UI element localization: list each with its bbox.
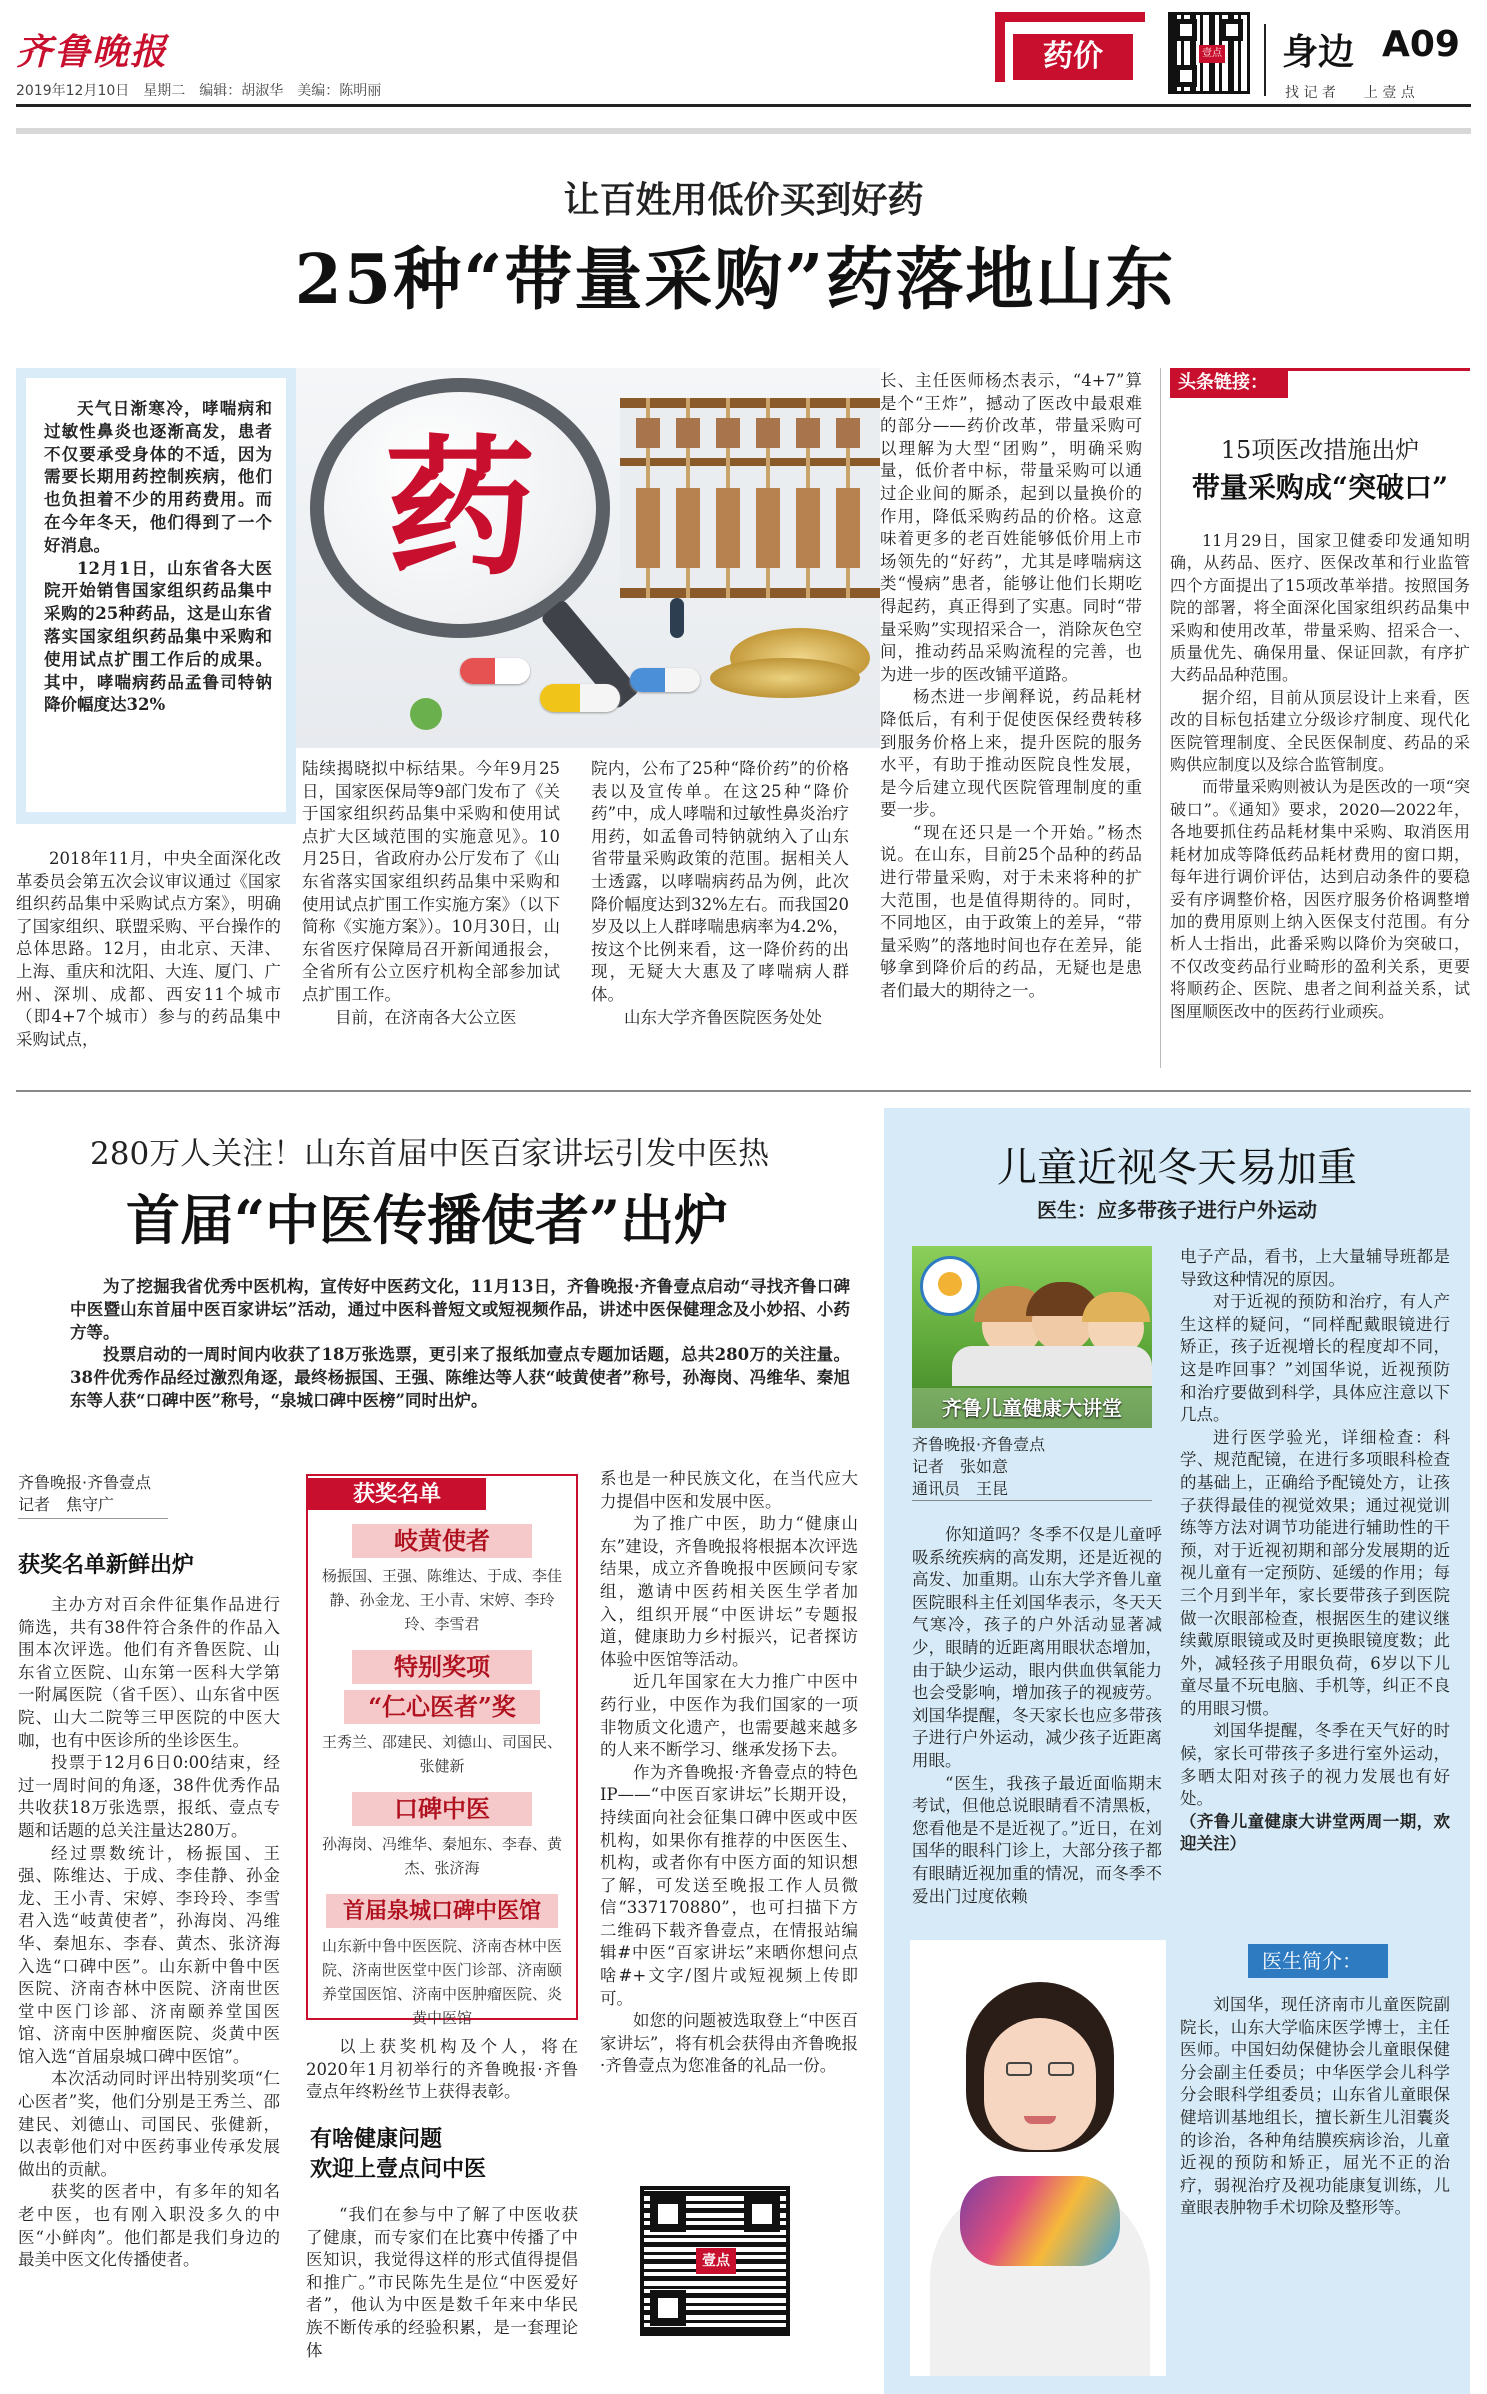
page-number: A09	[1382, 24, 1460, 65]
sidebar-paragraph: 11月29日，国家卫健委印发通知明确，从药品、医疗、医保改革和行业监管四个方面提出了15项改革举措。按照国务院的部署，将全面深化国家组织药品集中采购和使用改革，带量采购、招采合一、质量优先、确保用量、保证回款，有序扩大药品品种范围。	[1170, 531, 1470, 685]
article3-byline: 齐鲁晚报·齐鲁壹点 记者 张如意 通讯员 王昆	[912, 1434, 1152, 1501]
article1-col2: 陆续揭晓拟中标结果。今年9月25日，国家医保局等9部门发布了《关于国家组织药品集中采购和使用试点扩大区域范围的实施意见》。10月25日，省政府办公厅发布了《山东省落实国家组织药品集中采购和使用试点扩围工作实施方案》（以下简称《实施方案》）。10月30日，山东省医疗保障局召开新闻通报会，全省所有公立医疗机构全部参加试点扩围工作。 目前，在济南各大公立医	[302, 759, 560, 1027]
award-names: 山东新中鲁中医医院、济南杏林中医院、济南世医堂中医门诊部、济南颐养堂国医馆、济南中医肿瘤医院、炎黄中医馆	[322, 1937, 563, 2027]
article2-subhead: 获奖名单新鲜出炉	[18, 1552, 195, 1578]
award-category: “仁心医者”奖	[344, 1690, 540, 1724]
photo-caption: 齐鲁儿童健康大讲堂	[912, 1388, 1152, 1428]
award-title: 获奖名单	[308, 1478, 486, 1510]
article3-endnote: （齐鲁儿童健康大讲堂两周一期，欢迎关注）	[1180, 1811, 1450, 1854]
article1-col4: 长、主任医师杨杰表示，“4+7”算是个“王炸”，撼动了医改中最艰难的部分——药价改革，带量采购可以理解为大型“团购”，明确采购量，低价者中标，带量采购可以通过企业间的厮杀，起到以量换价的作用，降低采购药品的价格。这意味着更多的老百姓能够低价用上市场领先的“好药”，尤其是哮喘病这类“慢病”患者，能够让他们长期吃得起药，真正得到了实惠。同时“带量采购”实现招采合一，消除灰色空间，推动药品采购流程的完善，也为进一步的医改铺平道路。 杨杰进一步阐释说，药品耗材降低后，有利于促使医保经费转移到服务价格上来，提升医院的服务水平，有助于推动医院良性发展，是今后建立现代医院管理制度的重要一步。 “现在还只是一个开始。”杨杰说。在山东，目前25个品种的药品进行带量采购，对于未来将种的扩大范围，也是值得期待的。同时，不同地区，由于政策上的差异，“带量采购”的落地时间也存在差异，能够拿到降价后的药品，无疑也是患者们最大的期待之一。	[880, 371, 1142, 1001]
article1-col1: 2018年11月，中央全面深化改革委员会第五次会议审议通过《国家组织药品集中采购试点方案》，明确了国家组织、联盟采购、平台操作的总体思路。12月，由北京、天津、上海、重庆和沈阳、大连、厦门、广州、深圳、成都、西安11个城市（即4+7个城市）参与的药品集中采购试点，	[16, 849, 281, 1049]
sidebar-title2: 带量采购成“突破口”	[1191, 471, 1449, 504]
award-names: 杨振国、王强、陈维达、于成、李佳静、孙金龙、王小青、宋婷、李玲玲、李雪君	[322, 1567, 563, 1633]
article2-col2b: “我们在参与中了解了中医收获了健康，而专家们在比赛中传播了中医知识，我觉得这样的形式值得提倡和推广。”市民陈先生是位“中医爱好者”，他认为中医是数千年来中华民族不断传承的经验积累，是一套理论体	[306, 2205, 578, 2360]
article1-col3: 院内，公布了25种“降价药”的价格表以及宣传单。在这25种“降价药”中，成人哮喘和过敏性鼻炎治疗用药，如孟鲁司特钠就纳入了山东省带量采购政策的范围。据相关人士透露，以哮喘病药品为例，此次降价幅度达到32%左右。而我国20岁及以上人群哮喘患病率为4.2%，按这个比例来看，这一降价药的出现，无疑大大惠及了哮喘病人群体。 山东大学齐鲁医院医务处处	[591, 759, 849, 1027]
article2-headline: 首届“中医传播使者”出炉	[126, 1188, 729, 1252]
award-box	[306, 1474, 578, 2027]
sidebar-title1: 15项医改措施出炉	[1220, 436, 1420, 464]
article3-profile: 刘国华，现任济南市儿童医院副院长，山东大学临床医学博士，主任医师。中国妇幼保健协会儿童眼保健分会副主任委员；中华医学会儿科学分会眼科学组委员；山东省儿童眼保健培训基地组长，擅长新生儿泪囊炎的诊治，各种角结膜疾病诊治，儿童近视的预防和矫正，屈光不正的治疗，弱视治疗及视功能康复训练，儿童眼表肿物手术切除及整形等。	[1180, 1995, 1450, 2218]
article3-col1: 你知道吗？冬季不仅是儿童呼吸系统疾病的高发期，还是近视的高发、加重期。山东大学齐鲁儿童医院眼科主任刘国华表示，冬天天气寒冷，孩子的户外活动显著减少，眼睛的近距离用眼状态增加，由于缺少运动，眼内供血供氧能力也会受影响，增加孩子的视疲劳。刘国华提醒，冬天家长也应多带孩子进行户外运动，减少孩子近距离用眼。 “医生，我孩子最近面临期末考试，但他总说眼睛看不清黑板，您看他是不是近视了。”近日，在刘国华的眼科门诊上，大部分孩子都有眼睛近视加重的情况，而冬季不爱出门过度依赖	[912, 1525, 1162, 1906]
award-category: 岐黄使者	[352, 1524, 532, 1558]
article2-lead: 为了挖掘我省优秀中医机构，宣传好中医药文化，11月13日，齐鲁晚报·齐鲁壹点启动“寻找齐鲁口碑中医暨山东首届中医百家讲坛”活动，通过中医科普短文或短视频作品，讲述中医保健理念及小妙招、小药方等。 投票启动的一周时间内收获了18万张选票，更引来了报纸加壹点专题加话题，总共280万的关注量。38件优秀作品经过激烈角逐，最终杨振国、王强、陈维达等人获“岐黄使者”称号，孙海岗、冯维华、秦旭东等人获“口碑中医”称号，“泉城口碑中医榜”同时出炉。	[70, 1277, 850, 1410]
award-category: 口碑中医	[352, 1792, 532, 1826]
award-category: 首届泉城口碑中医馆	[326, 1894, 558, 1928]
article1-headline: 25种“带量采购”药落地山东	[294, 240, 1176, 320]
lecture-photo	[912, 1246, 1152, 1428]
article3-headline: 儿童近视冬天易加重	[997, 1145, 1357, 1191]
award-category: 特别奖项	[352, 1650, 532, 1684]
intro-box	[16, 368, 296, 824]
contact-line: 找 记 者 上 壹 点	[1285, 85, 1415, 101]
article2-col3: 系也是一种民族文化，在当代应大力提倡中医和发展中医。 为了推广中医，助力“健康山东”建设，齐鲁晚报将根据本次评选结果，成立齐鲁晚报中医顾问专家组，邀请中医药相关医生学者加入，组织开展“中医讲坛”专题报道，健康助力乡村振兴，记者探访体验中医馆等活动。 近几年国家在大力推广中医中药行业，中医作为我们国家的一项非物质文化遗产，也需要越来越多的人来不断学习、继承发扬下去。 作为齐鲁晚报·齐鲁壹点的特色IP——“中医百家讲坛”长期开设，持续面向社会征集口碑中医或中医机构，如果你有推荐的中医医生、机构，或者你有中医方面的知识想了解，可发送至晚报工作人员微信“337170880”，也可扫描下方二维码下载齐鲁壹点，在情报站编辑#中医“百家讲坛”来晒你想问点啥#+文字/图片或短视频上传即可。 如您的问题被选取登上“中医百家讲坛”，将有机会获得由齐鲁晚报·齐鲁壹点为您准备的礼品一份。	[600, 1469, 858, 2076]
sidebar-tag: 头条链接：	[1170, 368, 1288, 398]
article1-kicker: 让百姓用低价买到好药	[563, 179, 924, 221]
section-label: 药价	[1043, 39, 1103, 74]
award-note: 以上获奖机构及个人，将在2020年1月初举行的齐鲁晚报·齐鲁壹点年终粉丝节上获得表彰。	[306, 2037, 578, 2102]
article2-col1: 主办方对百余件征集作品进行筛选，共有38件符合条件的作品入围本次评选。他们有齐鲁医院、山东省立医院、山东第一医科大学第一附属医院（省千医）、山东省中医院、山大二院等三甲医院的中医大咖，也有中医诊所的坐诊医生。 投票于12月6日0:00结束，经过一周时间的角逐，38件优秀作品共收获18万张选票，报纸、壹点专题和话题的总关注量达280万。 经过票数统计，杨振国、王强、陈维达、于成、李佳静、孙金龙、王小青、宋婷、李玲玲、李雪君入选“岐黄使者”，孙海岗、冯维华、秦旭东、李春、黄杰、张济海入选“口碑中医”。山东新中鲁中医医院、济南杏林中医院、济南世医堂中医门诊部、济南颐养堂国医馆、济南中医肿瘤医院、炎黄中医馆入选“首届泉城口碑中医馆”。 本次活动同时评出特别奖项“仁心医者”奖，他们分别是王秀兰、邵建民、刘德山、司国民、张健新，以表彰他们对中医药事业传承发展做出的贡献。 获奖的医者中，有多年的知名老中医，也有刚入职没多久的中医“小鲜肉”。他们都是我们身边的最美中医文化传播使者。	[18, 1595, 280, 2270]
article3-subtitle: 医生：应多带孩子进行户外运动	[1037, 1198, 1317, 1222]
article2-kicker: 280万人关注！山东首届中医百家讲坛引发中医热	[90, 1136, 770, 1172]
qr-code[interactable]	[1168, 12, 1250, 94]
download-qr-code[interactable]	[640, 2186, 790, 2336]
article2-byline: 齐鲁晚报·齐鲁壹点 记者 焦守广	[18, 1472, 168, 1519]
sidebar-paragraph: 据介绍，目前从顶层设计上来看，医改的目标包括建立分级诊疗制度、现代化医院管理制度、全民医保制度、药品的采购供应制度以及综合监管制度。	[1170, 687, 1470, 775]
doctor-portrait	[910, 1940, 1166, 2376]
drug-character: 药	[384, 420, 535, 596]
article2-sub2: 有啥健康问题 欢迎上壹点问中医	[310, 2126, 487, 2182]
intro-paragraph: 12月1日，山东省各大医院开始销售国家组织药品集中采购的25种药品，这是山东省落实国家组织药品集中采购和使用试点扩围工作后的成果。其中，哮喘病药品孟鲁司特钠降价幅度达32%	[44, 558, 272, 715]
sidebar-paragraph: 而带量采购则被认为是医改的一项“突破口”。《通知》要求，2020—2022年，各地要抓住药品耗材集中采购、取消医用耗材加成等降低药品耗材费用的窗口期，每年进行调价评估，达到启动条件的要稳妥有序调整价格，因医疗服务价格调整增加的费用原则上纳入医保支付范围。有分析人士指出，此番采购以降价为突破口，不仅改变药品行业畸形的盈利关系，更要将顺药企、医院、患者之间利益关系，试图厘顺医改中的医药行业顽疾。	[1170, 777, 1470, 1021]
profile-tag: 医生简介：	[1248, 1944, 1388, 1978]
column-name: 身边	[1282, 31, 1355, 73]
award-names: 王秀兰、邵建民、刘德山、司国民、张健新	[322, 1733, 563, 1775]
date-line: 2019年12月10日 星期二 编辑：胡淑华 美编：陈明丽	[16, 83, 382, 99]
section-badge	[995, 12, 1145, 90]
intro-paragraph: 天气日渐寒冷，哮喘病和过敏性鼻炎也逐渐高发，患者不仅要承受身体的不适，因为需要长期用药控制疾病，他们也负担着不少的用药费用。而在今年冬天，他们得到了一个好消息。	[44, 399, 272, 555]
sidebar	[1170, 368, 1470, 1078]
award-names: 孙海岗、冯维华、秦旭东、李春、黄杰、张济海	[322, 1835, 563, 1877]
qr-badge: 壹点	[1199, 45, 1225, 63]
magnifier-illustration	[290, 368, 880, 748]
newspaper-logo: 齐鲁晚报	[16, 31, 169, 73]
article3-col2: 电子产品，看书，上大量辅导班都是导致这种情况的原因。 对于近视的预防和治疗，有人产生这样的疑问，“同样配戴眼镜进行矫正，孩子近视增长的程度却不同，这是咋回事？”刘国华说，近视预防和治疗要做到科学，具体应注意以下几点。 进行医学验光，详细检查：科学、规范配镜，在进行多项眼科检查的基础上，正确给予配镜处方，让孩子获得最佳的视觉效果；通过视觉训练等方法对调节功能进行辅助性的干预，对于近视初期和部分发展期的近视儿童有一定预防、延缓的作用；每三个月到半年，家长要带孩子到医院做一次眼部检查，根据医生的建议继续戴原眼镜或及时更换眼镜度数；此外，减轻孩子用眼负荷，6岁以下儿童尽量不玩电脑、手机等，纠正不良的用眼习惯。 刘国华提醒，冬季在天气好的时候，家长可带孩子多进行室外运动，多晒太阳对孩子的视力发展也有好处。 （齐鲁儿童健康大讲堂两周一期，欢迎关注）	[1180, 1246, 1450, 1856]
qr-logo-badge: 壹点	[696, 2248, 736, 2274]
